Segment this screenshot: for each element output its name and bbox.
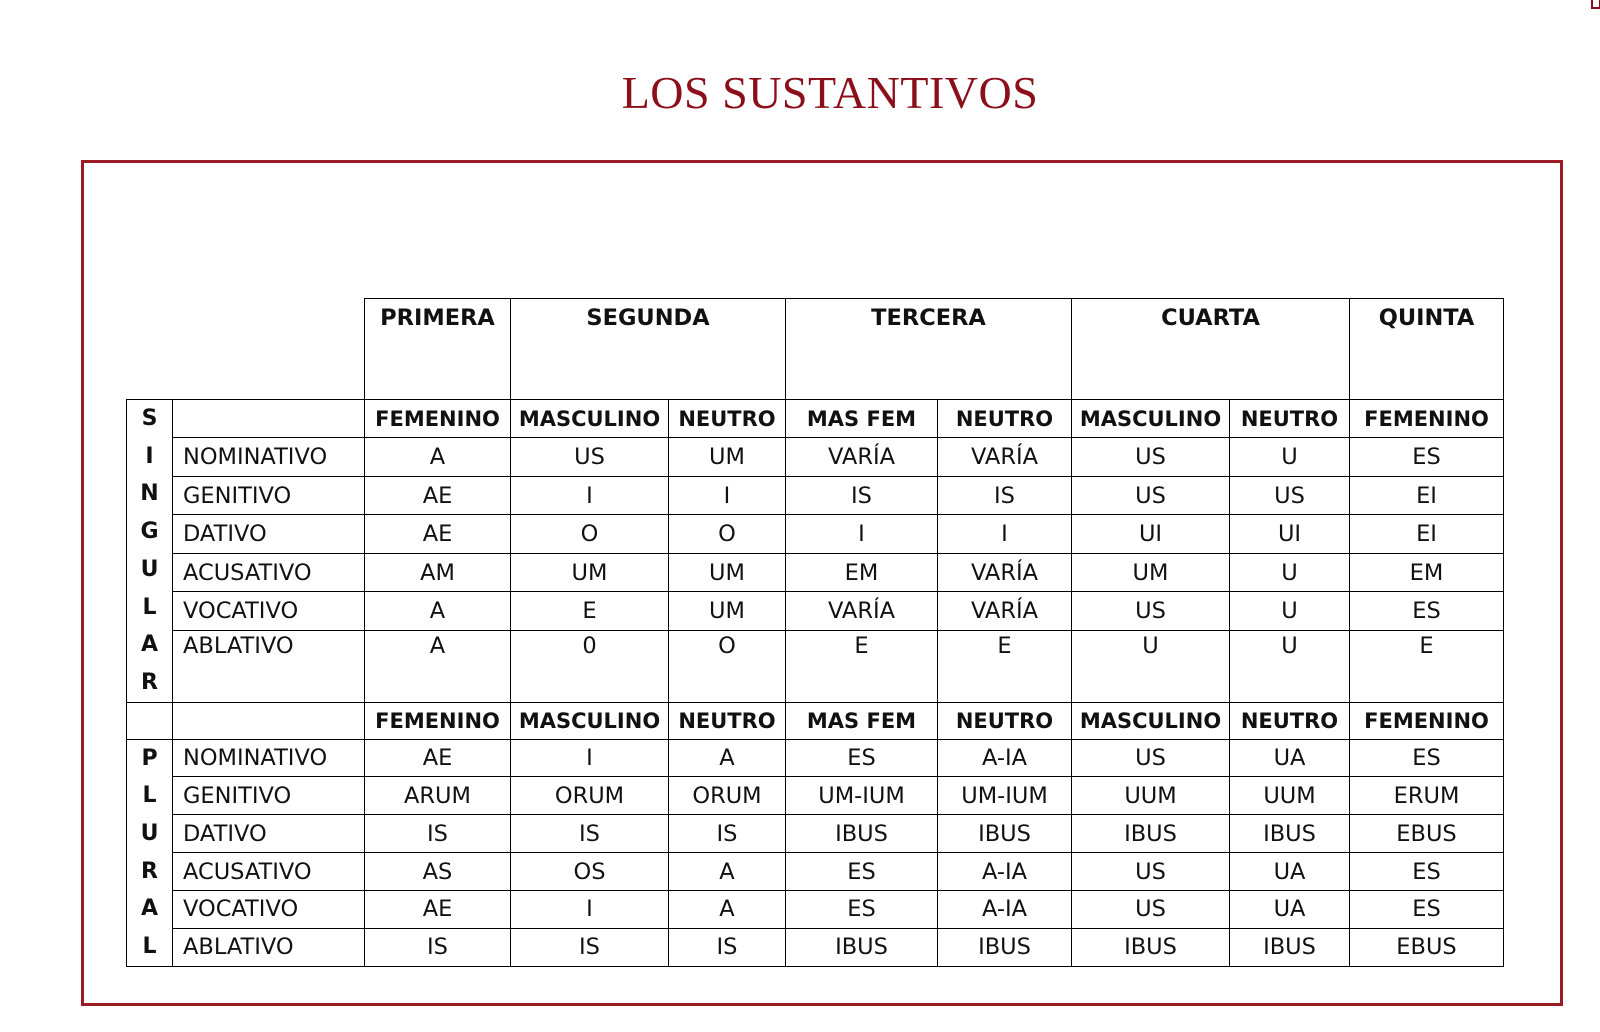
table-row: [127, 438, 1504, 476]
ending-cell: AE: [365, 891, 511, 929]
table-row: [127, 553, 1504, 591]
ending-cell: UA: [1230, 739, 1350, 777]
ending-cell: AE: [365, 476, 511, 514]
ending-cell: US: [1072, 853, 1230, 891]
plural-label: [127, 739, 173, 966]
ending-cell: ORUM: [511, 777, 669, 815]
ending-cell: U: [1230, 553, 1350, 591]
gender-header: FEMENINO: [1350, 400, 1504, 438]
table-row: [127, 853, 1504, 891]
ending-cell: O: [511, 515, 669, 553]
ending-cell: IS: [511, 928, 669, 966]
ending-cell: UUM: [1230, 777, 1350, 815]
ending-cell: UUM: [1072, 777, 1230, 815]
ending-cell: ERUM: [1350, 777, 1504, 815]
ending-cell: AE: [365, 739, 511, 777]
plural-letter: L: [142, 934, 157, 960]
gender-header: FEMENINO: [365, 702, 511, 739]
ending-cell: VARÍA: [786, 592, 938, 630]
singular-gender-row: [127, 400, 1504, 438]
ending-cell: A: [365, 592, 511, 630]
ending-cell: IS: [365, 815, 511, 853]
case-name: VOCATIVO: [173, 891, 365, 929]
ending-cell: UM-IUM: [938, 777, 1072, 815]
ending-cell: I: [511, 891, 669, 929]
ending-cell: A: [669, 891, 786, 929]
ending-cell: IBUS: [1230, 928, 1350, 966]
ending-cell: US: [1230, 476, 1350, 514]
gender-header: NEUTRO: [938, 400, 1072, 438]
ending-cell: U: [1230, 438, 1350, 476]
table-row: [127, 815, 1504, 853]
ending-cell: UM: [669, 438, 786, 476]
case-name: ACUSATIVO: [173, 553, 365, 591]
table-row: [127, 891, 1504, 929]
case-name: DATIVO: [173, 815, 365, 853]
ending-cell: I: [938, 515, 1072, 553]
singular-letter: R: [141, 669, 158, 695]
declension-header: QUINTA: [1350, 299, 1504, 400]
singular-letter: G: [140, 519, 159, 545]
singular-letter: A: [140, 632, 159, 658]
ending-cell: ES: [786, 739, 938, 777]
case-name: NOMINATIVO: [173, 739, 365, 777]
ending-cell: U: [1072, 630, 1230, 702]
gender-header: MASCULINO: [511, 400, 669, 438]
ending-cell: E: [511, 592, 669, 630]
ending-cell: O: [669, 630, 786, 702]
ending-cell: ES: [1350, 891, 1504, 929]
ending-cell: ES: [1350, 592, 1504, 630]
ending-cell: I: [786, 515, 938, 553]
case-name: GENITIVO: [173, 476, 365, 514]
ending-cell: A-IA: [938, 739, 1072, 777]
singular-letter: U: [140, 556, 159, 582]
gender-header: NEUTRO: [938, 702, 1072, 739]
ending-cell: ES: [1350, 853, 1504, 891]
gender-header: NEUTRO: [1230, 702, 1350, 739]
ending-cell: IBUS: [786, 928, 938, 966]
case-name: ABLATIVO: [173, 630, 365, 702]
ending-cell: IS: [669, 815, 786, 853]
ending-cell: ARUM: [365, 777, 511, 815]
ending-cell: EBUS: [1350, 815, 1504, 853]
table-row: [127, 630, 1504, 702]
gender-header: MASCULINO: [511, 702, 669, 739]
page-title: LOS SUSTANTIVOS: [621, 67, 1039, 118]
ending-cell: ES: [1350, 739, 1504, 777]
ending-cell: US: [511, 438, 669, 476]
gender-header: MAS FEM: [786, 400, 938, 438]
ending-cell: UI: [1230, 515, 1350, 553]
table-row: [127, 515, 1504, 553]
plural-letter: P: [141, 745, 158, 771]
case-name: GENITIVO: [173, 777, 365, 815]
ending-cell: IS: [511, 815, 669, 853]
table-row: [127, 777, 1504, 815]
ending-cell: IBUS: [938, 928, 1072, 966]
singular-letter: S: [141, 406, 158, 431]
declension-header: TERCERA: [786, 299, 1072, 400]
gender-header: MASCULINO: [1072, 400, 1230, 438]
ending-cell: EI: [1350, 476, 1504, 514]
table-row: [127, 928, 1504, 966]
ending-cell: UM: [669, 553, 786, 591]
case-name: ABLATIVO: [173, 928, 365, 966]
page-corner-mark: [1591, 0, 1600, 9]
ending-cell: IBUS: [1230, 815, 1350, 853]
ending-cell: ES: [786, 891, 938, 929]
ending-cell: 0: [511, 630, 669, 702]
ending-cell: IS: [786, 476, 938, 514]
ending-cell: I: [669, 476, 786, 514]
ending-cell: VARÍA: [938, 592, 1072, 630]
table-row: [127, 476, 1504, 514]
ending-cell: IS: [938, 476, 1072, 514]
table-row: [127, 592, 1504, 630]
ending-cell: E: [786, 630, 938, 702]
ending-cell: US: [1072, 739, 1230, 777]
ending-cell: A: [365, 438, 511, 476]
ending-cell: IS: [365, 928, 511, 966]
ending-cell: UA: [1230, 853, 1350, 891]
ending-cell: AM: [365, 553, 511, 591]
ending-cell: I: [511, 739, 669, 777]
ending-cell: US: [1072, 592, 1230, 630]
ending-cell: AE: [365, 515, 511, 553]
ending-cell: U: [1230, 630, 1350, 702]
declension-header: PRIMERA: [365, 299, 511, 400]
ending-cell: OS: [511, 853, 669, 891]
ending-cell: IBUS: [1072, 928, 1230, 966]
case-name: DATIVO: [173, 515, 365, 553]
singular-letter: N: [140, 481, 159, 507]
ending-cell: O: [669, 515, 786, 553]
ending-cell: A: [365, 630, 511, 702]
table-row: [127, 739, 1504, 777]
ending-cell: A-IA: [938, 891, 1072, 929]
case-name: VOCATIVO: [173, 592, 365, 630]
ending-cell: ES: [786, 853, 938, 891]
ending-cell: IBUS: [1072, 815, 1230, 853]
plural-letter: A: [140, 896, 159, 922]
gender-header: FEMENINO: [1350, 702, 1504, 739]
ending-cell: VARÍA: [786, 438, 938, 476]
gender-header: NEUTRO: [669, 702, 786, 739]
ending-cell: VARÍA: [938, 553, 1072, 591]
ending-cell: IBUS: [938, 815, 1072, 853]
case-name: NOMINATIVO: [173, 438, 365, 476]
singular-letter: I: [145, 443, 154, 469]
declension-header-row: [127, 299, 1504, 400]
gender-header: NEUTRO: [1230, 400, 1350, 438]
ending-cell: EM: [1350, 553, 1504, 591]
ending-cell: UM: [669, 592, 786, 630]
ending-cell: I: [511, 476, 669, 514]
ending-cell: EM: [786, 553, 938, 591]
ending-cell: A: [669, 853, 786, 891]
plural-letter: L: [142, 783, 157, 809]
ending-cell: UM: [1072, 553, 1230, 591]
ending-cell: E: [938, 630, 1072, 702]
case-name: ACUSATIVO: [173, 853, 365, 891]
ending-cell: ES: [1350, 438, 1504, 476]
plural-gender-row: [127, 702, 1504, 739]
ending-cell: UM-IUM: [786, 777, 938, 815]
ending-cell: IBUS: [786, 815, 938, 853]
ending-cell: A: [669, 739, 786, 777]
ending-cell: EI: [1350, 515, 1504, 553]
gender-header: MAS FEM: [786, 702, 938, 739]
singular-label: [127, 400, 173, 703]
ending-cell: US: [1072, 476, 1230, 514]
ending-cell: AS: [365, 853, 511, 891]
declension-header: SEGUNDA: [511, 299, 786, 400]
ending-cell: EBUS: [1350, 928, 1504, 966]
declension-header: CUARTA: [1072, 299, 1350, 400]
ending-cell: E: [1350, 630, 1504, 702]
ending-cell: US: [1072, 891, 1230, 929]
ending-cell: IS: [669, 928, 786, 966]
declension-table: [126, 298, 1504, 967]
gender-header: NEUTRO: [669, 400, 786, 438]
ending-cell: UI: [1072, 515, 1230, 553]
singular-letter: L: [142, 594, 157, 620]
ending-cell: ORUM: [669, 777, 786, 815]
gender-header: FEMENINO: [365, 400, 511, 438]
ending-cell: UM: [511, 553, 669, 591]
ending-cell: A-IA: [938, 853, 1072, 891]
plural-letter: R: [141, 858, 158, 884]
ending-cell: US: [1072, 438, 1230, 476]
ending-cell: VARÍA: [938, 438, 1072, 476]
ending-cell: U: [1230, 592, 1350, 630]
gender-header: MASCULINO: [1072, 702, 1230, 739]
ending-cell: UA: [1230, 891, 1350, 929]
plural-letter: U: [140, 821, 159, 847]
